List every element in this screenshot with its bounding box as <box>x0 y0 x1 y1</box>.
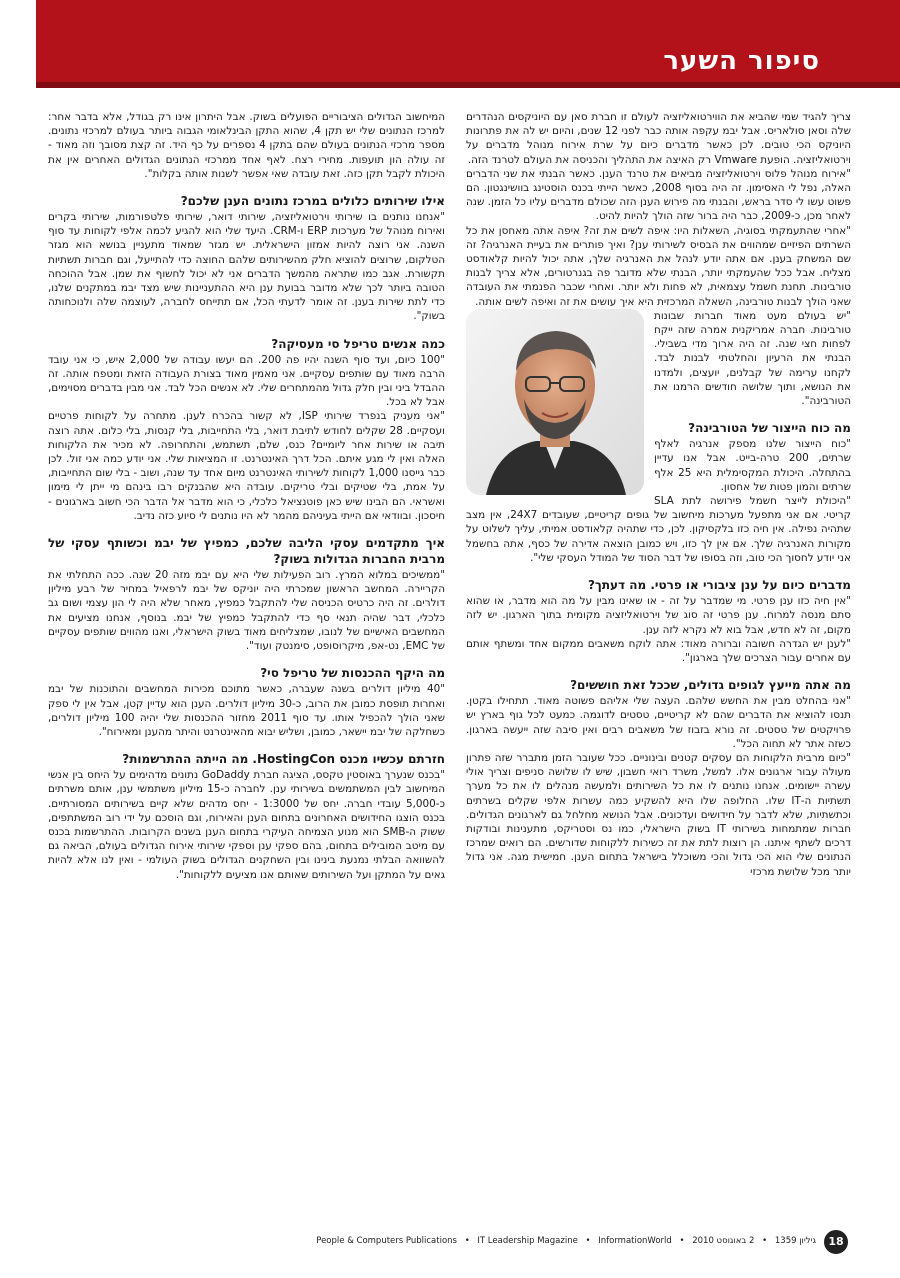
publisher-name: People & Computers Publications <box>316 1236 457 1246</box>
paragraph: "אני בהחלט מבין את החשש שלהם. העצה שלי אליהם פשוטה מאוד. תתחילו בקטן. תנסו להוציא את הדברים שהם לא קריטיים, טסטים לדוגמה. כמעט לכל גוף בארץ יש פרויקטים של טסטים. זה נורא בזבוז של משאבים רבים ואין סיבה שזה ייעשה בארגון. כשזה אתר לא תחוה הכל". <box>466 695 851 750</box>
paragraph: "אחרי שהתעמקתי בסוגיה, השאלות היו: איפה לשים את זה? איפה אתה מאחסן את כל השרתים הפיזיים שמהווים את הבסיס לשירותי ענן? ואיך פותרים את בעיית האנרגיה? זה שם המשחק בענן. אם אתה יודע לנהל את האנרגיה שלך, אתה יכול להיות קלאודסט מצליח. אבל ככל שהעמקתי יותר, הבנתי שלא מדובר פה בגנרטורים, אלא צריך לבנות טורבינות. תחנת חשמל עצמאית, לא פחות ולא יותר. ואחרי שכבר הפנמתי את העובדה שאני הולך לבנות טורבינה, השאלה המרכזית היא איך עושים את זה ואיפה לשים אותה. <box>466 224 851 308</box>
paragraph: "אני מעניק בנפרד שירותי ISP, לא קשור בהכרח לענן. מתחרה על לקוחות פרטיים ועסקיים. 28 שקלים לחודש לתיבת דואר, בלי התחייבות, בלי קנסות, בלי כלום. אתה רוצה תיבה או שירות אחר ליומיים? כנס, שלם, תשתמש, והתחרופה. לא מכיר את הלקוחות האלה ואין לי מגע איתם. הכל דרך האינטרנט. זו המציאות שלי. אני יודע כמה אני זול. לכן כבר גייסנו 1,000 לקוחות לשירותי האינטרנט מיום אחד עד שנה, ושוב - בלי שום התחייבות, על אמת, בלי שטיקים ובלי טריקים. עובדה היא שהבנקים רבו בינהם מי ייתן לי מימון ואשראי. הם הבינו שיש כאן פוטנציאל כלכלי, כי הוא מדבר אל הדבר הכי חשוב בארגונים - חיסכון. ובוודאי אם הייתי בעיניהם מהמר לא היו נותנים לי סיוע כזה נדיב. <box>48 410 446 522</box>
issue-date: 2 באוגוסט 2010 <box>692 1236 755 1246</box>
subheading: מה היקף ההכנסות של טריפל סי? <box>260 666 445 681</box>
top-bar-red <box>36 0 900 14</box>
subheading: מדברים כיום על ענן ציבורי או פרטי. מה דעתך? <box>587 578 851 593</box>
magazine-name: IT Leadership Magazine <box>477 1236 578 1246</box>
page-footer <box>0 1230 900 1260</box>
subheading: כמה אנשים טריפל סי מעסיקה? <box>271 336 445 351</box>
paragraph: "40 מיליון דולרים בשנה שעברה, כאשר מתוכם מכירות המחשבים והתוכנות של יבמ ואחרות תופסת כמובן את הרוב, כ-30 מיליון דולרים. הענן הוא עדיין קטן, אבל אין לי ספק שאני הולך להכפיל אותו. עד סוף 2011 מחזור ההכנסות שלי יהיה 100 מיליון דולרים, כשחלקה של יבמ יישאר, כמובן, ושליש יבוא מהאינטרנט והיתר מהענן ומאירוח". <box>48 683 445 738</box>
page-number-badge: 18 <box>824 1230 848 1254</box>
top-bar-gap <box>0 0 36 14</box>
bullet-separator: • <box>464 1236 470 1246</box>
paragraph: "כיום מרבית הלקוחות הם עסקים קטנים ובינוניים. ככל שעובר הזמן מתברר שזה פתרון מעולה עבור ארגונים אלו. למשל, משרד רואי חשבון, שיש לו שלושה סניפים וצריך אולי עשרה יישומים. אנחנו נותנים לו את כל השירותים ולמעשה מנהלים לו את כל מערך תשתיות ה-IT שלו. החלופה שלו היא להשקיע כמה עשרות אלפי שקלים בשרתים וכתשתיות, שלא לדבר על חידושים ועדכונים. אבל הנושא מחלחל גם לארגונים הגדולים. חברות שמתמחות בשירותי IT בשוק הישראלי, כמו נס וסטריקס, מתענינות ובודקות דרכים לשתף איתנו. הן רוצות לתת את זה כשירות ללקוחות שדורשים. הם רואים שמרכז הנתונים שלי הוא הכי גדול והכי משוכלל בישראל בתחום הענן. חמישית מגה. אני גדול יותר מכל שלושת מרכזי <box>466 751 852 878</box>
paragraph: "אנחנו נותנים בו שירותי וירטואליזציה, שירותי דואר, שירותי פלטפורמות, שירותי בקרים ואירוח מנוהל של מערכות ERP ו-CRM. היעד שלי הוא להגיע לכמה אלפי לקוחות עד סוף השנה. אני רוצה להיות אמזון הישראלית. יש מגזר שמאוד מתעניין בנושא הוא מגזר הטלקום, שרוצים להוציא חלק מהשירותים שלהם החוצה כדי להתייעל, וגם חברות תשתיות תקשורת. אגב כמו שתראה מהמשך הדברים אני לא יכול לחשוף את שמן. אבל ההוכחה הטובה ביותר לכך שלא מדובר בבועת ענן היא ההתעניינות שיש מצד יבמ במתקנים שלנו, כדי לתת שירות בענן. זה אומר לדעתי הכל, אם תתייחס לחברה, לעוצמה שלה ולנוכחותה בשוק". <box>48 211 445 323</box>
paragraph: המיחשוב הגדולים הציבוריים הפועלים בשוק. אבל היתרון אינו רק בגודל, אלא בדבר אחר: למרכז הנתונים שלי יש תקן 4, שהוא התקן הבינלאומי הגבוה ביותר בעולם למרכזי נתונים. מספר מרכזי הנתונים בעולם שהם בתקן 4 נספרים על כף היד. זה קצת מסובך וזה מאוד - זה עולה הון תועפות. מחירי רצח. לאף אחד ממרכזי הנתונים הגדולים האחרים אין את היכולת לקבל תקן כזה. זאת עובדה שאי אפשר לשנות אותה בקלות". <box>48 111 445 180</box>
paragraph: "כוח הייצור שלנו מספק אנרגיה לאלף שרתים, 200 טרה-בייט. אבל אנו עדיין בהתחלה. היכולת המקסימלית היא 25 אלף שרתים והמון פטות של אחסון. <box>654 438 851 493</box>
bullet-separator: • <box>679 1236 685 1246</box>
subheading: מה אתה מייעץ לגופים גדולים, שככל זאת חוששים? <box>570 678 851 693</box>
article-column-right <box>466 110 851 879</box>
site-name: InformationWorld <box>598 1236 672 1246</box>
subheading: מה כוח הייצור של הטורבינה? <box>688 421 851 436</box>
portrait-photo <box>466 309 644 495</box>
paragraph: "בכנס שנערך באוסטין טקסס, הציגה חברת GoDaddy נתונים מדהימים על היחס בין אנשי המיחשוב לבין המשתמשים בשירותי ענן. לחברה כ-15 מיליון משתמשי ענן, אותם משרתים כ-5,000 עובדי חברה. יחס של 1:3000 - יחס מדהים שלא קיים בשירותים המסורתיים. בכנס הוצגו החידושים האחרונים בתחום הענן והאירוח, וגם הוסכם על ידי רוב המשתתפים, ששוק ה-SMB הוא מנוע הצמיחה העיקרי בתחום הענן בשנים הקרובות. ההתרשמות בכנס עם מיטב המובילים בתחום, בהם ספקי ענן וספקי שירותי אירוח הגדולים בעולם, הביאה גם להשוואה הבלתי נמנעת בינינו ובין השחקנים הגדולים בשוק העולמי - ואין לנו אלא להיות גאים על המתקן ועל השירותים שאותם אנו מציעים ללקוחות". <box>48 769 445 881</box>
issue-number: גיליון 1359 <box>774 1236 816 1246</box>
paragraph: "100 כיום, ועד סוף השנה יהיו פה 200. הם יעשו עבודה של 2,000 איש, כי אני עובד הרבה מאוד עם שותפים עסקיים. אני מאמין מאוד בצורת העבודה הזאת ומטפח אותה. זה ההבדל ביני ובין חלק גדול מהמתחרים שלי. לא אנשים הכל לבד. אני מבין בדברים מסוימים, אבל לא בכל. <box>48 353 445 409</box>
footer-credits <box>316 1236 816 1246</box>
paragraph: צריך להגיד שמי שהביא את הווירטואליזציה לעולם זו חברת סאן עם היוניקסים הנהדרים שלה וסאן סולאריס. אבל יבמ עקפה אותה כבר לפני 12 שנים, והיום יש לה את פתרונות היוניקס הכי טובים. לכן כאשר מדברים כיום על שרת אירוח מנוהל מדברים על וירטואליזציה. הופעת Vmware רק האיצה את התהליך והכניסה את העולם לטרנד הזה. <box>466 111 851 166</box>
header-band-shadow <box>36 82 900 88</box>
subheading: חזרתם עכשיו מכנס HostingCon. מה הייתה ההתרשמות? <box>122 752 445 767</box>
bullet-separator: • <box>762 1236 768 1246</box>
subheading: איך מתקדמים עסקי הליבה שלכם, כמפיץ של יבמ וכשותף עסקי של מרבית החברות הגדולות בשוק? <box>48 536 445 567</box>
paragraph: "היכולת לייצר חשמל פירושה לתת SLA קריטי. אם אני מתפעל מערכות מיחשוב של גופים קריטיים, שעובדים 24X7, אין מצב שתהיה נפילה. אין חיה כזו בלקסיקון. לכן, כדי שתהיה קלאודסט אמיתי, עליך לשלוט על מקורות האנרגיה שלך. אם אין לך כזו, ויש כמובן הוצאה אדירה של כסף, אתה בחשמל אני יודע לחסוך הכי טוב, וזה בסופו של דבר הסוד של המודל העסקי שלי". <box>466 495 851 564</box>
article-column-left <box>48 110 445 882</box>
paragraph: "לענן יש הגדרה חשובה וברורה מאוד: אתה לוקח משאבים ממקום אחד ומשתף אותם עם אחרים עבור הצרכים שלך בארגון". <box>466 637 851 664</box>
top-bar <box>0 0 900 14</box>
bullet-separator: • <box>585 1236 591 1246</box>
paragraph: "יש בעולם מעט מאוד חברות שבונות טורבינות. חברה אמריקנית אמרה שזה ייקח לפחות חצי שנה. זה היה ארוך מדי בשבילי. הבנתי את הרעיון והחלטתי לבנות לבד. לקחנו ערימה של קבלנים, יועצים, ולמדנו את הנושא, ותוך שלושה חודשים הרמנו את הטורבינה". <box>654 309 851 408</box>
paragraph: "אירוח מנוהל פלוס וירטואליזציה מביאים את טרנד הענן. כאשר הבנתי את שני הדברים האלה, נפל לי האסימון. זה היה בסוף 2008, כאשר הייתי בכנס הוסטינג בוושינגטון. הם פשוט עשו לי סדר בראש, והבנתי מה פירוש הענן הזה שכולם מדברים עליו כל הזמן. שנה לאחר מכן, כ-2009, כבר היה ברור שזה הולך להיות להיט. <box>466 167 851 223</box>
paragraph: "ממשיכים במלוא המרץ. רוב הפעילות שלי היא עם יבמ מזה 20 שנה. ככה התחלתי את הקריירה. המחשב הראשון שמכרתי היה יוניקס של יבמ לרפאיל במחיר של רבע מיליון דולרים. זה היה כרטיס הכניסה שלי להתקבל כמפיץ, מאחר שלא היה לי הון עצמי ושום גב כלכלי, דבר שהיה תנאי סף כדי להתקבל כמפיץ של יבמ. בנוסף, אנחנו מציעים את המחשבים האישיים של לנובו, שמצליחים מאוד בשוק הישראלי, ואנו מהווים שותפים עסקיים של EMC, נט-אפ, מיקרוסופט, סימנטק ועוד". <box>48 569 445 653</box>
section-title: סיפור השער <box>663 46 820 76</box>
portrait-illustration <box>466 309 644 495</box>
subheading: אילו שירותים כלולים במרכז נתונים הענן שלכם? <box>180 194 445 209</box>
paragraph: "אין חיה כזו ענן פרטי. מי שמדבר על זה - או שאינו מבין על מה הוא מדבר, או שהוא סתם מנסה למרוח. ענן פרטי זה סוג של וירטואליזציה מקומית בתוך הארגון. יש לזה מקום, זה לא חדש, אבל בוא לא נקרא לזה ענן. <box>466 595 851 636</box>
